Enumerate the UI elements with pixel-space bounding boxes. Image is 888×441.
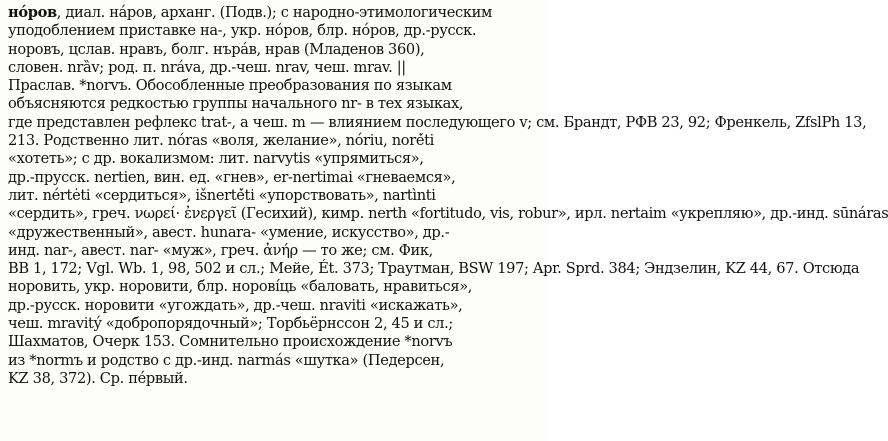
entry-line-10: «хотеть»; с др. вокализмом: лит. narvytis «упрямиться», [8, 150, 424, 168]
entry-line-12: лит. nértėti «сердиться», išnertė́ti «упорствовать», nartìnti [8, 186, 436, 204]
entry-line-19: норовить, укр. норовити, блр. норовíць «баловать, нравиться», [8, 278, 473, 296]
entry-line-17: BB 1, 172; Vgl. Wb. 1, 98, 502 и сл.; Мейе, Ét. 373; Траутман, BSW 197; Apr. Sprd. 384; Эндзелин, KZ 44, 67. Отсюда [8, 260, 860, 278]
entry-line-5: Праслав. *norvъ. Обособленные преобразования по языкам [8, 77, 452, 95]
entry-line-11: др.-прусск. nertien, вин. ед. «гнев», er-nertimai «гневаемся», [8, 168, 456, 186]
entry-line-6: объясняются редкостью группы начального nr- в тех языках, [8, 95, 464, 113]
dictionary-entry-norov [8, 4, 888, 388]
entry-line-15: «дружественный», авест. hunara- «умение, искусство», др.- [8, 223, 450, 241]
entry-line-2: уподоблением приставке на-, укр. нóров, блр. нóров, др.-русск. [8, 22, 477, 40]
entry-line-16: инд. nar-, авест. nar- «муж», греч. ἀνήρ — то же; см. Фик, [8, 241, 433, 259]
entry-line-22: Шахматов, Очерк 153. Сомнительно происхождение *norvъ [8, 333, 453, 351]
entry-line-7: где представлен рефлекс trat-, а чеш. m — влиянием последующего v; см. Брандт, РФВ 23, 92; Френкель, ZfslPh 13, [8, 113, 867, 131]
entry-line-24: KZ 38, 372). Ср. пéрвый. [8, 369, 188, 387]
entry-line-9: 213. Родственно лит. nóras «воля, желание», nóriu, norė́ti [8, 132, 434, 150]
entry-line-13: «сердить», греч. νωρεί· ἐνεργεῖ (Гесихий), кимр. nerth «fortitudo, vis, robur», ирл. nertaim «укрепляю», др.-инд. sūnáras [8, 205, 888, 223]
entry-line-4: словен. nrȁv; род. п. nráva, др.-чеш. nrav, чеш. mrav. || [8, 58, 406, 76]
entry-line-3: норовъ, цслав. нравъ, болг. нърáв, нрав (Младенов 360), [8, 40, 425, 58]
entry-line-21: чеш. mravitý «добропорядочный»; Торбьёрнссон 2, 45 и сл.; [8, 315, 453, 333]
entry-line-1: нóров, диал. нáров, арханг. (Подв.); с народно-этимологическим [8, 4, 493, 21]
entry-line-20: др.-русск. норовити «угождать», др.-чеш. nraviti «искажать», [8, 296, 463, 314]
headword: нóров [8, 4, 57, 21]
entry-line-23: из *normъ и родство с др.-инд. narmás «шутка» (Педерсен, [8, 351, 445, 369]
